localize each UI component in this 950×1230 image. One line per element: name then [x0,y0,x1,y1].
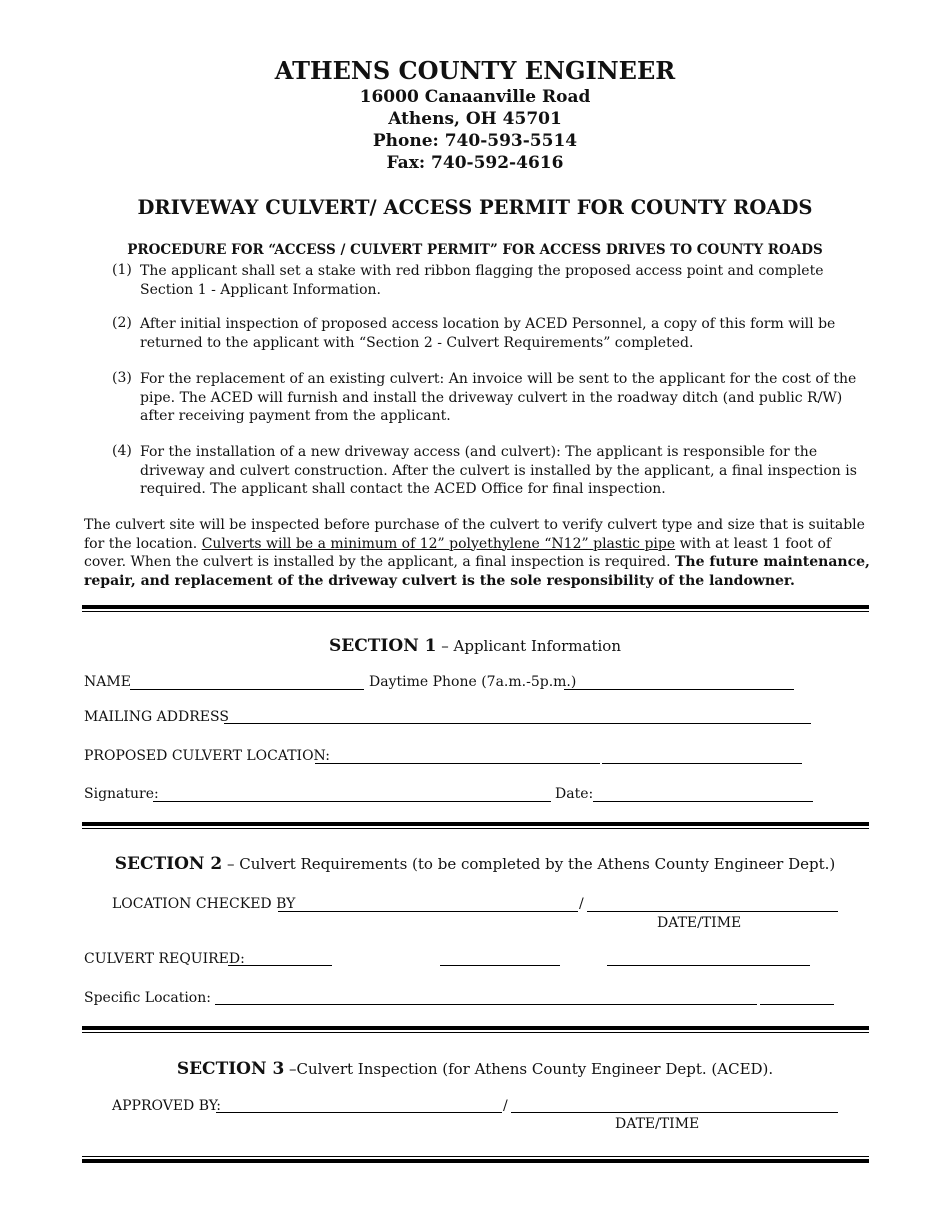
culvert-required-label: CULVERT REQUIRED: [84,951,245,967]
note-text-2: with at least 1 foot of cover. When the culvert is installed by the applicant, a final inspection is required. [84,535,832,570]
culvert-location-label: PROPOSED CULVERT LOCATION: [84,748,331,764]
location-checked-label: LOCATION CHECKED BY [112,896,296,912]
culvert-location-field-2[interactable] [602,763,802,764]
approved-datetime-field[interactable] [511,1112,838,1113]
section2-label: SECTION 2 [114,854,223,874]
date-field[interactable] [593,801,813,802]
section1-label: SECTION 1 [329,636,437,656]
section1-title [0,636,950,656]
section-divider [82,822,869,829]
datetime-label: DATE/TIME [657,915,742,931]
specific-location-field-2[interactable] [760,1004,834,1005]
signature-field[interactable] [153,801,551,802]
org-name: ATHENS COUNTY ENGINEER [274,56,676,85]
note-bold: The future maintenance, repair, and replacement of the driveway culvert is the sole responsibility of the landowner. [84,554,870,589]
procedure-heading: PROCEDURE FOR “ACCESS / CULVERT PERMIT” FOR ACCESS DRIVES TO COUNTY ROADS [127,242,823,258]
org-fax: Fax: 740-592-4616 [386,153,564,173]
name-field[interactable] [130,689,364,690]
org-address: 16000 Canaanville Road [359,87,591,107]
item-text: For the replacement of an existing culvert: An invoice will be sent to the applicant for the cost of the pipe. The ACED will furnish and install the driveway culvert in the roadway ditch (and public R/W) after receiving payment from the applicant. [140,371,857,424]
mailing-address-label: MAILING ADDRESS [84,709,229,725]
section3-desc: –Culvert Inspection (for Athens County Engineer Dept. (ACED). [284,1060,774,1078]
culvert-required-field[interactable] [228,965,332,966]
signature-label: Signature: [84,786,159,802]
approved-by-label: APPROVED BY: [112,1098,221,1114]
name-label: NAME [84,674,131,690]
section3-title [0,1059,950,1079]
mailing-address-field-2[interactable] [598,723,811,724]
note-underlined: Culverts will be a minimum of 12” polyethylene “N12” plastic pipe [201,535,676,552]
section3-label: SECTION 3 [176,1059,285,1079]
checked-datetime-field[interactable] [587,911,838,912]
location-checked-field[interactable] [278,911,578,912]
culvert-location-field[interactable] [315,763,600,764]
slash: / [579,896,584,912]
item-number: (2) [112,315,132,331]
org-phone: Phone: 740-593-5514 [372,131,578,151]
item-text: After initial inspection of proposed access location by ACED Personnel, a copy of this form will be returned to the applicant with “Section 2 - Culvert Requirements” completed. [140,316,836,351]
item-text: For the installation of a new driveway access (and culvert): The applicant is responsible for the driveway and culvert construction. After the culvert is installed by the applicant, a final inspection is required. The applicant shall contact the ACED Office for final inspection. [140,444,857,497]
item-number: (4) [112,443,132,459]
phone-label: Daytime Phone (7a.m.-5p.m.) [369,674,577,690]
date-label: Date: [555,786,594,802]
section1-desc: – Applicant Information [436,637,621,655]
inspection-note [84,516,874,590]
section-divider [82,1156,869,1163]
document-title: DRIVEWAY CULVERT/ ACCESS PERMIT FOR COUNTY ROADS [137,196,813,219]
item-number: (1) [112,262,132,278]
phone-field[interactable] [564,689,794,690]
note-text: The culvert site will be inspected before purchase of the culvert to verify culvert type and size that is suitable for the location. [84,517,865,552]
specific-location-label: Specific Location: [84,990,211,1006]
org-city: Athens, OH 45701 [388,109,562,129]
specific-location-field[interactable] [215,1004,757,1005]
section2-title [0,854,950,874]
item-number: (3) [112,370,132,386]
slash: / [503,1098,508,1114]
culvert-required-field-2[interactable] [440,965,560,966]
section2-desc: – Culvert Requirements (to be completed by the Athens County Engineer Dept.) [222,855,836,873]
mailing-address-field[interactable] [224,723,598,724]
section-divider [82,605,869,612]
item-text: The applicant shall set a stake with red ribbon flagging the proposed access point and complete Section 1 - Applicant Information. [140,263,824,298]
datetime-label: DATE/TIME [615,1116,700,1132]
culvert-required-field-3[interactable] [607,965,810,966]
section-divider [82,1026,869,1033]
approved-by-field[interactable] [216,1112,502,1113]
